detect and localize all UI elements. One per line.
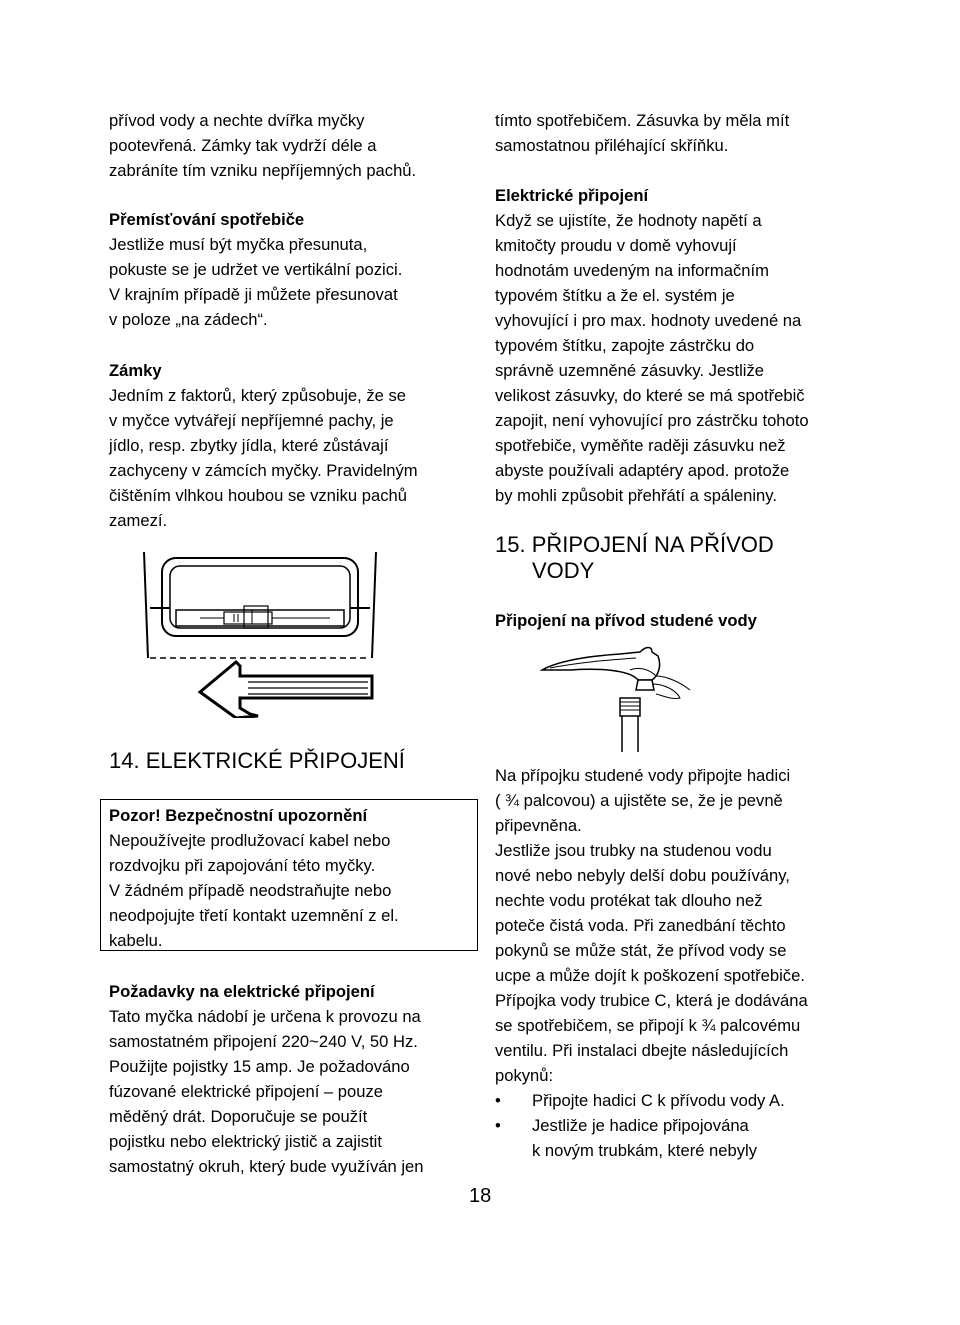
list-item (495, 1113, 875, 1163)
text-line: nové nebo nebyly delší dobu používány, (495, 866, 790, 885)
text-line: vyhovující i pro max. hodnoty uvedené na (495, 311, 802, 330)
text-line: nechte vodu protékat tak dlouho než (495, 891, 763, 910)
section-15-title-line2: VODY (532, 558, 595, 583)
requirements-section (109, 979, 479, 1179)
text-line: přívod vody a nechte dvířka myčky (109, 111, 365, 130)
text-line: v myčce vytvářejí nepříjemné pachy, je (109, 411, 394, 430)
text-line: typovém štítku a že el. systém je (495, 286, 735, 305)
cold-water-section (495, 763, 875, 1163)
list-item (495, 1088, 875, 1113)
text-line: Jestliže musí být myčka přesunuta, (109, 235, 368, 254)
text-line: pokynů se může stát, že přívod vody se (495, 941, 787, 960)
text-line: fúzované elektrické připojení – pouze (109, 1082, 383, 1101)
text-line: pojistku nebo elektrický jistič a zajistit (109, 1132, 382, 1151)
text-line: zapojit, není vyhovující pro zástrčku tohoto (495, 411, 809, 430)
text-line: čištěním vlhkou houbou se vzniku pachů (109, 486, 407, 505)
text-line: Tato myčka nádobí je určena k provozu na (109, 1007, 421, 1026)
bullet-icon: • (495, 1091, 501, 1110)
text-line: Jestliže jsou trubky na studenou vodu (495, 841, 772, 860)
text-line: zamezí. (109, 511, 168, 530)
section-heading: Elektrické připojení (495, 186, 649, 205)
text-line: neodpojujte třetí kontakt uzemnění z el. (109, 906, 399, 925)
text-line: ventilu. Při instalaci dbejte následujících (495, 1041, 789, 1060)
text-line: v poloze „na zádech“. (109, 310, 268, 329)
text-line: zabráníte tím vzniku nepříjemných pachů. (109, 161, 417, 180)
text-line: kmitočty proudu v domě vyhovují (495, 236, 737, 255)
text-line: samostatném připojení 220~240 V, 50 Hz. (109, 1032, 418, 1051)
text-line: samostatný okruh, který bude využíván jen (109, 1157, 424, 1176)
bullet-icon: • (495, 1116, 501, 1135)
text-line: poteče čistá voda. Při zanedbání těchto (495, 916, 786, 935)
cold-water-heading: Připojení na přívod studené vody (495, 611, 757, 630)
text-line: pootevřená. Zámky tak vydrží déle a (109, 136, 377, 155)
page-number: 18 (469, 1185, 492, 1207)
section-heading: Zámky (109, 361, 162, 380)
text-line: měděný drát. Doporučuje se použít (109, 1107, 368, 1126)
section-14-title: 14. ELEKTRICKÉ PŘIPOJENÍ (109, 748, 405, 773)
text-line: kabelu. (109, 931, 163, 950)
text-line: Použijte pojistky 15 amp. Je požadováno (109, 1057, 410, 1076)
text-line: jídlo, resp. zbytky jídla, které zůstávají (109, 436, 389, 455)
text-line: pokynů: (495, 1066, 554, 1085)
text-line: Jedním z faktorů, který způsobuje, že se (109, 386, 406, 405)
list-item-text: Připojte hadici C k přívodu vody A. (532, 1091, 785, 1110)
text-line: V žádném případě neodstraňujte nebo (109, 881, 392, 900)
text-line: Na přípojku studené vody připojte hadici (495, 766, 791, 785)
list-item-text: Jestliže je hadice připojována (532, 1116, 749, 1135)
list-item-text: k novým trubkám, které nebyly (532, 1141, 758, 1160)
right-continuation (495, 108, 875, 158)
text-line: samostatnou přiléhající skříňku. (495, 136, 729, 155)
text-line: Přípojka vody trubice C, která je dodávána (495, 991, 808, 1010)
text-line: V krajním případě ji můžete přesunovat (109, 285, 398, 304)
left-intro (109, 108, 479, 183)
text-line: hodnotám uvedeným na informačním (495, 261, 769, 280)
dishwasher-lock-illustration (140, 548, 380, 718)
text-line: rozdvojku při zapojování této myčky. (109, 856, 376, 875)
text-line: pokuste se je udržet ve vertikální pozici. (109, 260, 403, 279)
text-line: Nepoužívejte prodlužovací kabel nebo (109, 831, 391, 850)
text-line: ucpe a může dojít k poškození spotřebiče. (495, 966, 805, 985)
text-line: typovém štítku, zapojte zástrčku do (495, 336, 755, 355)
instruction-list (495, 1088, 875, 1163)
safety-warning-box (100, 799, 478, 951)
text-line: Když se ujistíte, že hodnoty napětí a (495, 211, 762, 230)
warning-heading: Pozor! Bezpečnostní upozornění (109, 806, 368, 825)
section-15-title-line1: 15. PŘIPOJENÍ NA PŘÍVOD (495, 532, 774, 557)
text-line: spotřebiče, vyměňte raději zásuvku než (495, 436, 786, 455)
text-line: zachyceny v zámcích myčky. Pravidelným (109, 461, 418, 480)
section-heading: Přemísťování spotřebiče (109, 210, 305, 229)
text-line: velikost zásuvky, do které se má spotřebič (495, 386, 805, 405)
text-line: abyste používali adaptéry apod. protože (495, 461, 790, 480)
text-line: se spotřebičem, se připojí k ¾ palcovému (495, 1016, 801, 1035)
locks-section (109, 358, 479, 533)
moving-section (109, 207, 479, 332)
faucet-hose-illustration (540, 640, 710, 755)
text-line: správně uzemněné zásuvky. Jestliže (495, 361, 765, 380)
text-line: tímto spotřebičem. Zásuvka by měla mít (495, 111, 790, 130)
text-line: připevněna. (495, 816, 582, 835)
text-line: ( ¾ palcovou) a ujistěte se, že je pevně (495, 791, 783, 810)
arrow-icon (200, 662, 372, 718)
electrical-section (495, 183, 875, 508)
section-15-title (495, 532, 774, 584)
text-line: by mohli způsobit přehřátí a spáleniny. (495, 486, 777, 505)
section-heading: Požadavky na elektrické připojení (109, 982, 375, 1001)
